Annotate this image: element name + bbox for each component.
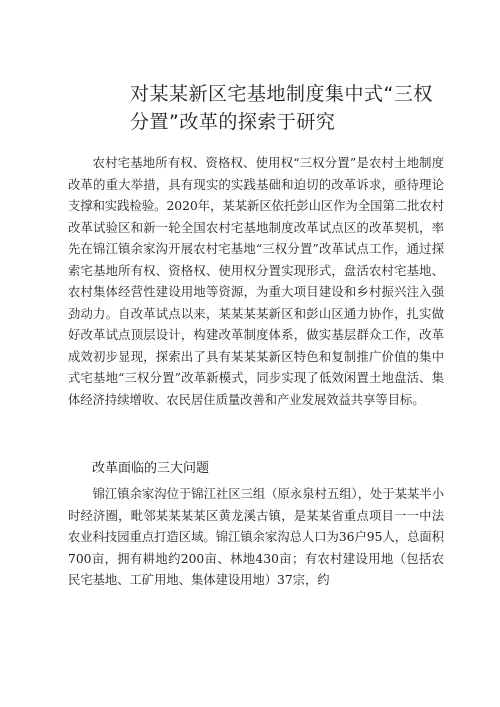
body-paragraph-2: 锦江镇余家沟位于锦江社区三组（原永泉村五组），处于某某半小时经济圈，毗邻某某某某区黄龙溪古镇，是某某省重点项目一一中法农业科技园重点打造区域。锦江镇余家沟总人口为36户95人，总面积700亩，拥有耕地约200亩、林地430亩；有农村建设用地（包括农民宅基地、工矿用地、集体建设用地）37宗，约	[68, 487, 444, 587]
body-paragraph-1: 农村宅基地所有权、资格权、使用权“三权分置”是农村土地制度改革的重大举措，具有现实的实践基础和迫切的改革诉求，亟待理论支撑和实践检验。2020年，某某新区依托彭山区作为全国第二批农村改革试验区和新一轮全国农村宅基地制度改革试点区的改革契机，率先在锦江镇余家沟开展农村宅基地“三权分置”改革试点工作，通过探索宅基地所有权、资格权、使用权分置实现形式，盘活农村宅基地、农村集体经营性建设用地等资源，为重大项目建设和乡村振兴注入强劲动力。自改革试点以来，某某某某新区和彭山区通力协作，扎实做好改革试点顶层设计，构建改革制度体系，做实基层群众工作，改革成效初步显现，探索出了具有某某某新区特色和复制推广价值的集中式宅基地“三权分置”改革新模式，同步实现了低效闲置土地盘活、集体经济持续增收、农民居住质量改善和产业发展效益共享等目标。	[68, 156, 444, 407]
document-title: 对某某新区宅基地制度集中式“三权分置”改革的探索于研究	[130, 83, 433, 133]
section-heading: 改革面临的三大问题	[92, 461, 210, 476]
